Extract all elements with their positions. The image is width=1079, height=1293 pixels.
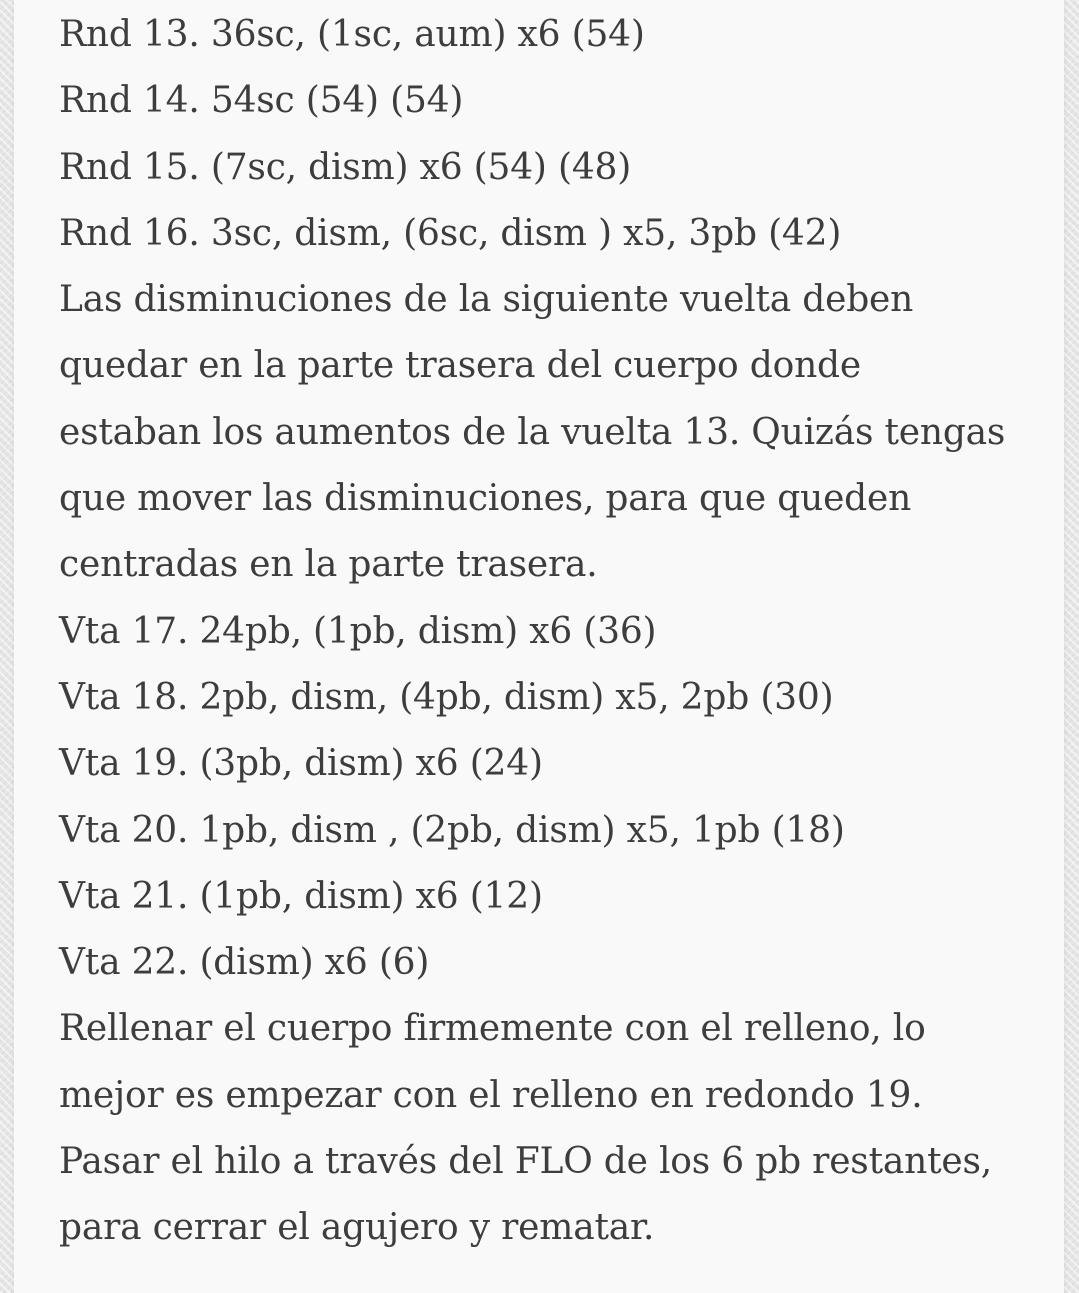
pattern-row-15: Rnd 15. (7sc, dism) x6 (54) (48) — [59, 146, 632, 188]
paragraph-line: que mover las disminuciones, para que queden — [59, 478, 912, 520]
paragraph-line: Las disminuciones de la siguiente vuelta deben — [59, 279, 914, 321]
paragraph-line: mejor es empezar con el relleno en redondo 19. — [59, 1074, 923, 1116]
pattern-row-22: Vta 22. (dism) x6 (6) — [59, 942, 430, 984]
pattern-row-17: Vta 17. 24pb, (1pb, dism) x6 (36) — [59, 610, 657, 652]
pattern-row-13: Rnd 13. 36sc, (1sc, aum) x6 (54) — [59, 14, 645, 55]
paragraph-line: Rellenar el cuerpo firmemente con el relleno, lo — [59, 1008, 926, 1050]
pattern-row-21: Vta 21. (1pb, dism) x6 (12) — [59, 875, 543, 917]
article-text — [59, 2, 1049, 1262]
pattern-row-14: Rnd 14. 54sc (54) (54) — [59, 80, 464, 122]
paragraph-line: estaban los aumentos de la vuelta 13. Quizás tengas — [59, 411, 1006, 453]
article-page — [14, 0, 1064, 1293]
paragraph-line: para cerrar el agujero y rematar. — [59, 1207, 655, 1249]
pattern-row-20: Vta 20. 1pb, dism , (2pb, dism) x5, 1pb (18) — [59, 809, 845, 851]
pattern-row-19: Vta 19. (3pb, dism) x6 (24) — [59, 743, 543, 785]
paragraph-line: Pasar el hilo a través del FLO de los 6 pb restantes, — [59, 1141, 992, 1183]
pattern-row-16: Rnd 16. 3sc, dism, (6sc, dism ) x5, 3pb (42) — [59, 212, 842, 254]
pattern-row-18: Vta 18. 2pb, dism, (4pb, dism) x5, 2pb (30) — [59, 676, 834, 718]
paragraph-line: quedar en la parte trasera del cuerpo donde — [59, 345, 861, 387]
paragraph-line: centradas en la parte trasera. — [59, 544, 598, 586]
